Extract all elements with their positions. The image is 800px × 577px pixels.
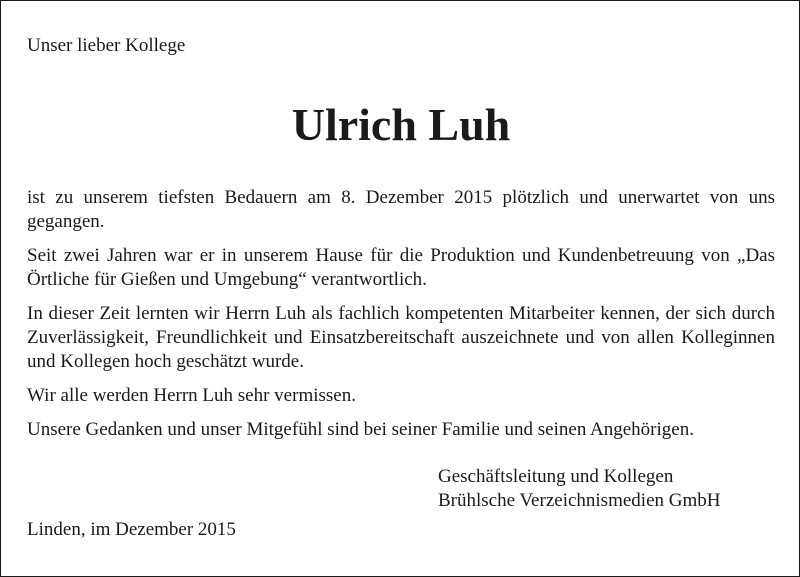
notice-body xyxy=(27,186,775,452)
body-paragraph: Seit zwei Jahren war er in unserem Hause für die Produktion und Kundenbetreuung von „Das Örtliche für Gießen und Umgebung“ verantwortlich. xyxy=(27,245,775,290)
signature-line: Brühlsche Verzeichnismedien GmbH xyxy=(438,490,721,511)
place-date: Linden, im Dezember 2015 xyxy=(27,519,236,540)
intro-line: Unser lieber Kollege xyxy=(27,35,186,56)
body-paragraph: ist zu unserem tiefsten Bedauern am 8. Dezember 2015 plötzlich und unerwartet von uns gegangen. xyxy=(27,187,775,232)
deceased-name: Ulrich Luh xyxy=(291,99,511,150)
signature-block xyxy=(438,465,778,513)
body-paragraph: Unsere Gedanken und unser Mitgefühl sind bei seiner Familie und seinen Angehörigen. xyxy=(27,419,694,440)
signature-line: Geschäftsleitung und Kollegen xyxy=(438,466,674,487)
body-paragraph: In dieser Zeit lernten wir Herrn Luh als fachlich kompetenten Mitarbeiter kennen, der sich durch Zuverlässigkeit, Freundlichkeit und Einsatzbereitschaft auszeichnete und von allen Kolleginnen und Kollegen hoch geschätzt wurde. xyxy=(27,303,775,372)
body-paragraph: Wir alle werden Herrn Luh sehr vermissen. xyxy=(27,385,356,406)
